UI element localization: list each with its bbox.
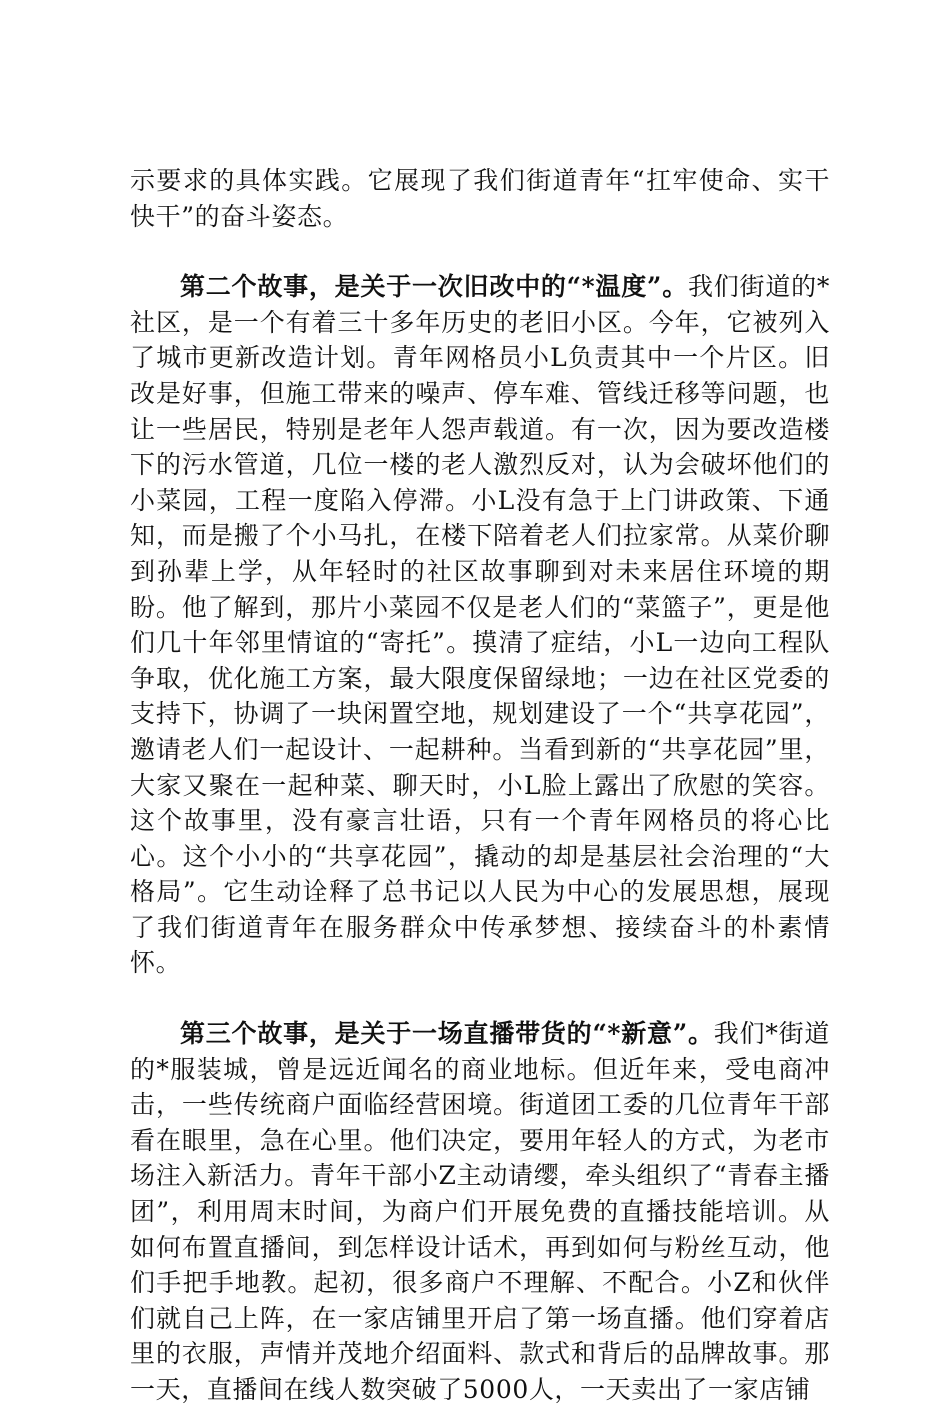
document-page	[130, 163, 830, 1408]
paragraph-1	[130, 163, 830, 234]
paragraph-1-text: 示要求的具体实践。它展现了我们街道青年“扛牢使命、实干快干”的奋斗姿态。	[130, 166, 830, 231]
paragraph-2-text: 我们街道的*社区，是一个有着三十多年历史的老旧小区。今年，它被列入了城市更新改造计划。青年网格员小L负责其中一个片区。旧改是好事，但施工带来的噪声、停车难、管线迁移等问题，也让一些居民，特别是老年人怨声载道。有一次，因为要改造楼下的污水管道，几位一楼的老人激烈反对，认为会破坏他们的小菜园，工程一度陷入停滞。小L没有急于上门讲政策、下通知，而是搬了个小马扎，在楼下陪着老人们拉家常。从菜价聊到孙辈上学，从年轻时的社区故事聊到对未来居住环境的期盼。他了解到，那片小菜园不仅是老人们的“菜篮子”，更是他们几十年邻里情谊的“寄托”。摸清了症结，小L一边向工程队争取，优化施工方案，最大限度保留绿地；一边在社区党委的支持下，协调了一块闲置空地，规划建设了一个“共享花园”，邀请老人们一起设计、一起耕种。当看到新的“共享花园”里，大家又聚在一起种菜、聊天时，小L脸上露出了欣慰的笑容。这个故事里，没有豪言壮语，只有一个青年网格员的将心比心。这个小小的“共享花园”，撬动的却是基层社会治理的“大格局”。它生动诠释了总书记以人民为中心的发展思想，展现了我们街道青年在服务群众中传承梦想、接续奋斗的朴素情怀。	[130, 272, 830, 978]
paragraph-2	[130, 269, 830, 981]
paragraph-2-heading: 第二个故事，是关于一次旧改中的“*温度”。	[180, 272, 688, 302]
paragraph-3	[130, 1016, 830, 1408]
paragraph-3-text: 我们*街道的*服装城，曾是远近闻名的商业地标。但近年来，受电商冲击，一些传统商户面临经营困境。街道团工委的几位青年干部看在眼里，急在心里。他们决定，要用年轻人的方式，为老市场注入新活力。青年干部小Z主动请缨，牵头组织了“青春主播团”，利用周末时间，为商户们开展免费的直播技能培训。从如何布置直播间，到怎样设计话术，再到如何与粉丝互动，他们手把手地教。起初，很多商户不理解、不配合。小Z和伙伴们就自己上阵，在一家店铺里开启了第一场直播。他们穿着店里的衣服，声情并茂地介绍面料、款式和背后的品牌故事。那一天，直播间在线人数突破了5000人，一天卖出了一家店铺	[130, 1019, 830, 1404]
paragraph-3-heading: 第三个故事，是关于一场直播带货的“*新意”。	[180, 1019, 714, 1049]
